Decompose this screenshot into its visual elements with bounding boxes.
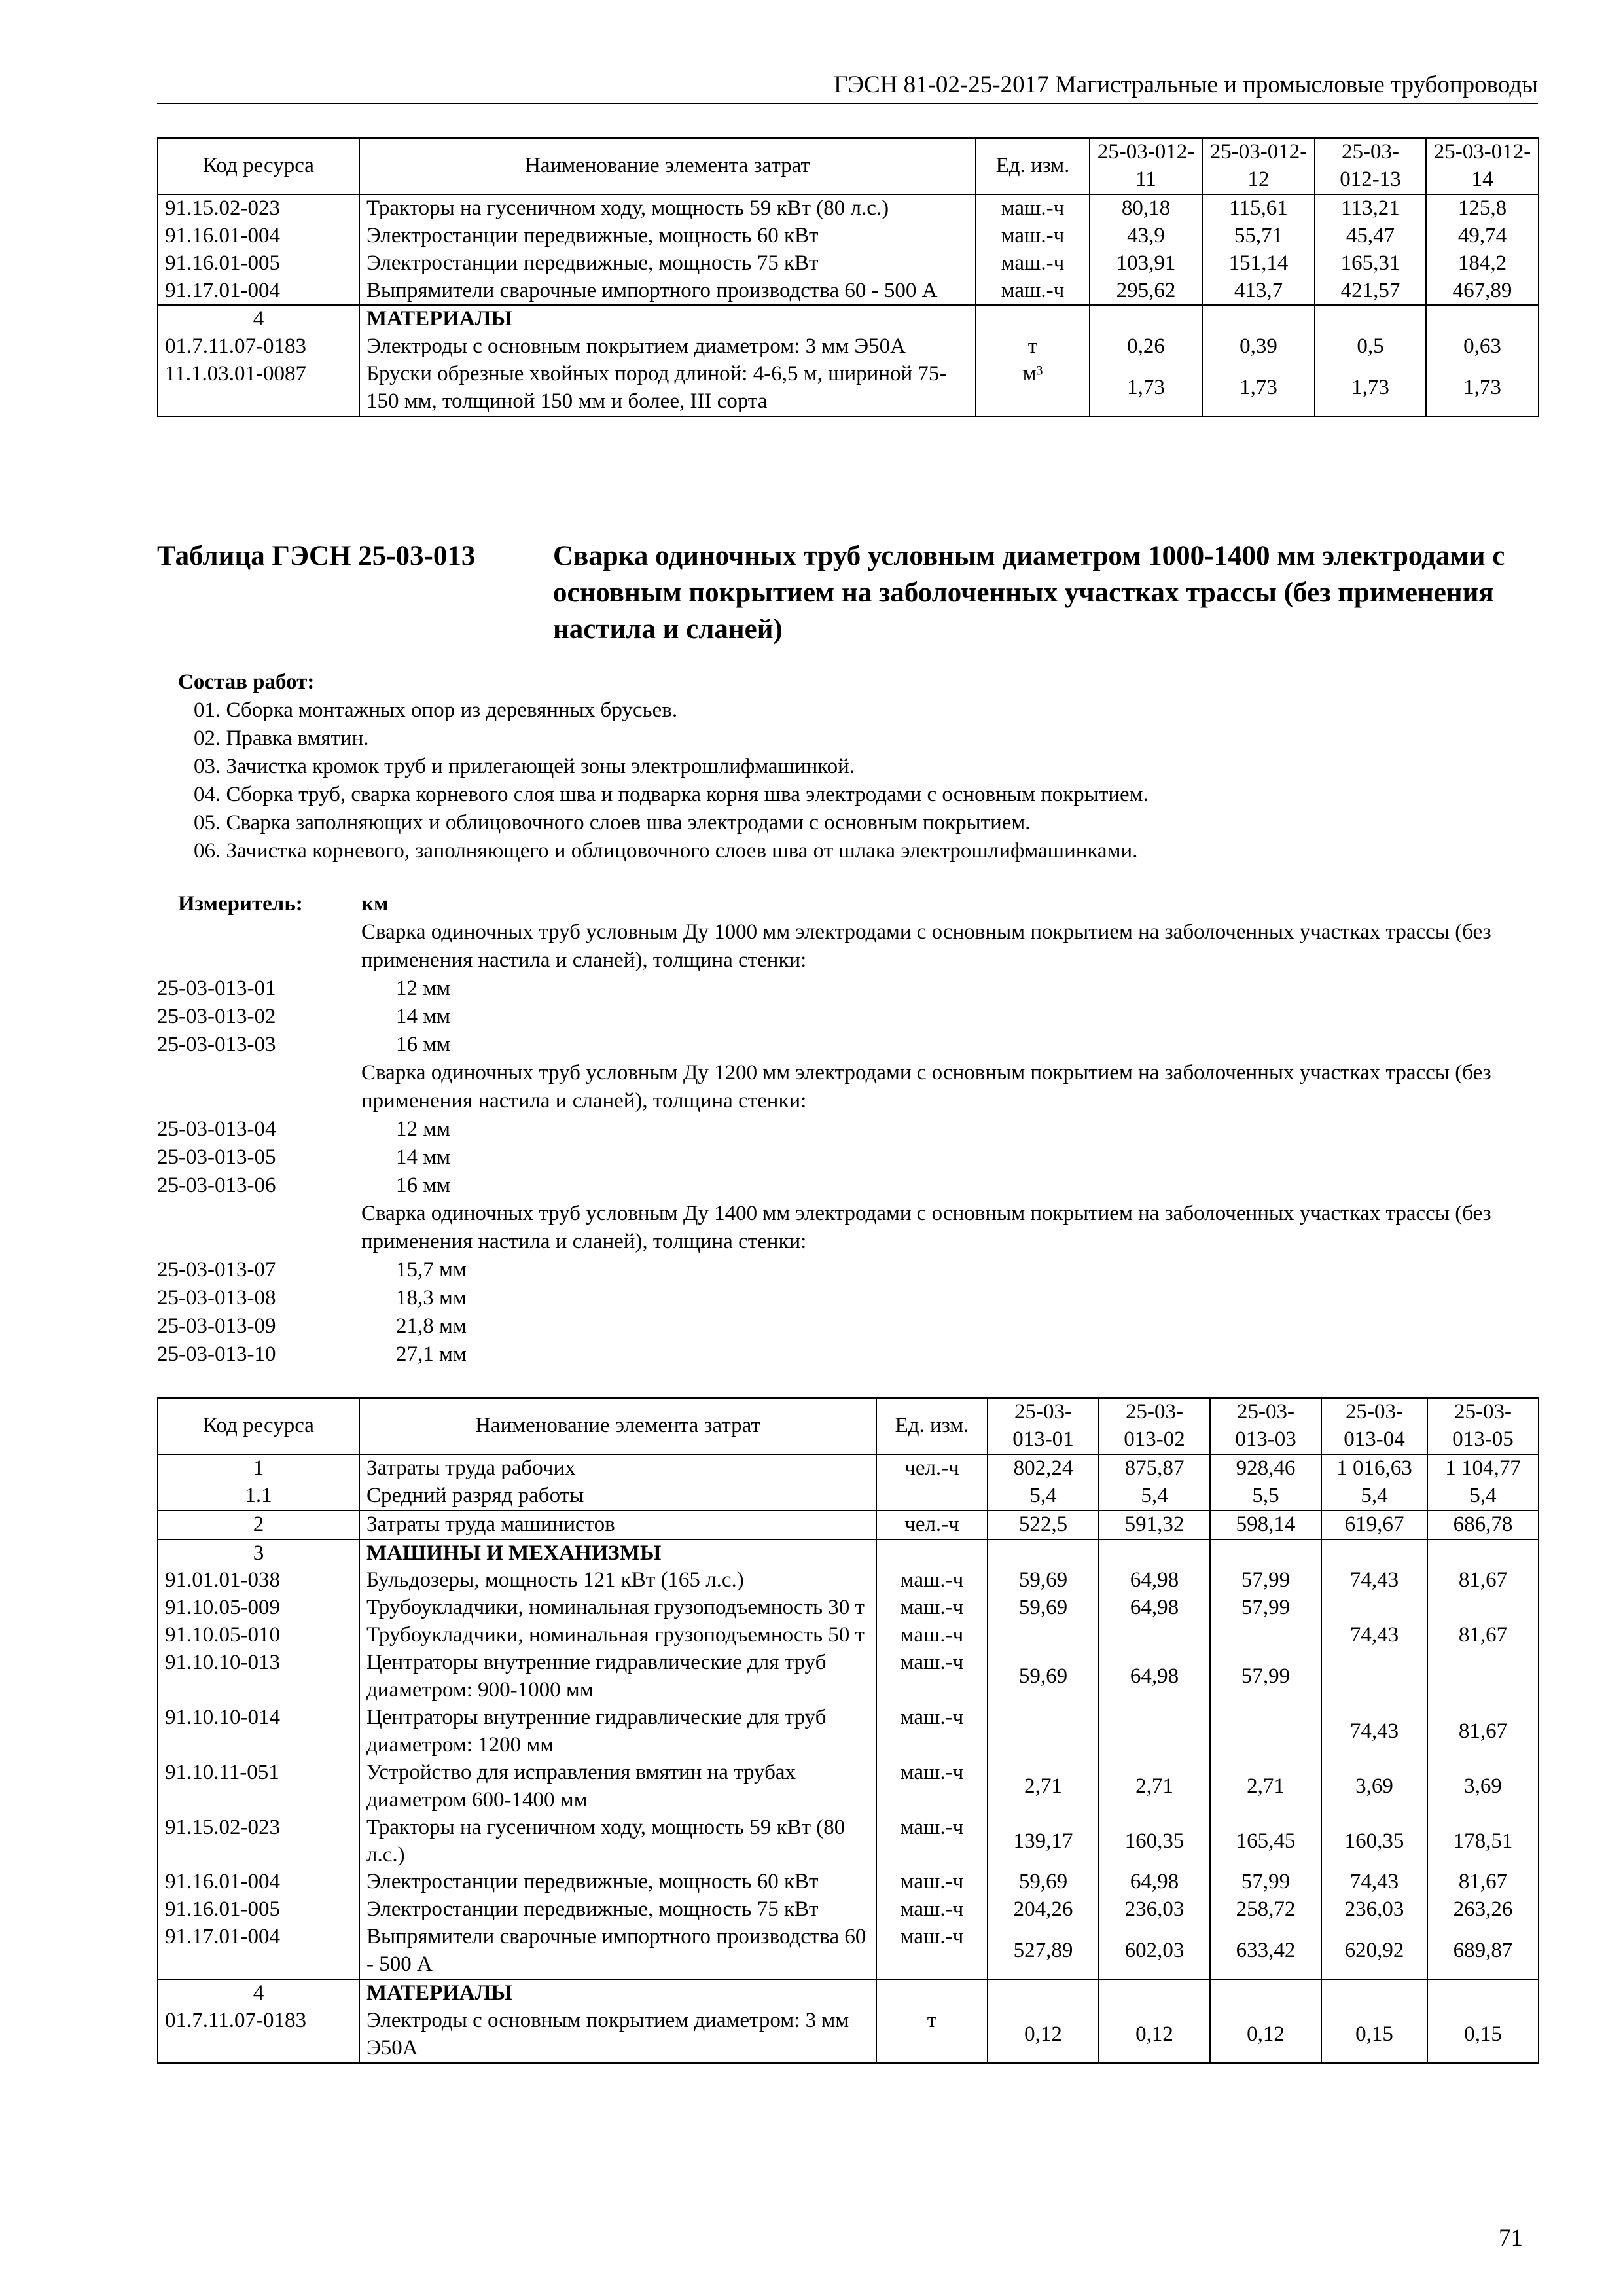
table-row xyxy=(158,1896,1539,1924)
table-row xyxy=(158,2007,1539,2063)
column-header: 25-03-012-13 xyxy=(1315,138,1426,194)
norm-value: 0,15 xyxy=(1321,2007,1427,2063)
wall-thickness: 16 мм xyxy=(396,1174,451,1197)
resource-code: 3 xyxy=(158,1539,359,1568)
cost-item-name: Центраторы внутренние гидравлические для труб диаметром: 900-1000 мм xyxy=(359,1649,876,1704)
norm-value: 125,8 xyxy=(1426,194,1539,223)
table-row xyxy=(158,1539,1539,1568)
unit-of-measure xyxy=(976,305,1090,333)
norm-code: 25-03-013-03 xyxy=(157,1033,276,1056)
norm-value: 113,21 xyxy=(1315,194,1426,223)
norm-value: 160,35 xyxy=(1099,1814,1210,1869)
unit-of-measure xyxy=(876,1539,988,1568)
table-header-row xyxy=(158,138,1539,194)
norm-code: 25-03-013-10 xyxy=(157,1342,276,1366)
norm-value: 5,4 xyxy=(1321,1482,1427,1511)
norm-value: 59,69 xyxy=(988,1567,1099,1594)
norm-value: 64,98 xyxy=(1099,1869,1210,1896)
table-row xyxy=(158,1511,1539,1539)
norm-value xyxy=(1321,1979,1427,2007)
table-row xyxy=(158,278,1539,306)
norm-value xyxy=(1090,305,1202,333)
norm-value: 0,5 xyxy=(1315,333,1426,361)
meter-description: Сварка одиночных труб условным Ду 1400 мм электродами с основным покрытием на заболоченных участках трассы (без применения настила и сланей), толщина стенки: xyxy=(361,1202,1491,1253)
norm-code-row xyxy=(157,975,1538,1003)
norm-value: 0,12 xyxy=(1210,2007,1321,2063)
cost-table-continued xyxy=(157,137,1539,417)
unit-of-measure: чел.-ч xyxy=(876,1511,988,1539)
page-header: ГЭСН 81-02-25-2017 Магистральные и промысловые трубопроводы xyxy=(157,71,1538,104)
norm-value: 1,73 xyxy=(1426,361,1539,416)
wall-thickness: 14 мм xyxy=(396,1005,451,1028)
resource-code: 01.7.11.07-0183 xyxy=(158,2007,359,2063)
norm-value: 204,26 xyxy=(988,1896,1099,1924)
norm-code-row xyxy=(157,1003,1538,1031)
cost-item-name: МАТЕРИАЛЫ xyxy=(359,305,976,333)
wall-thickness: 16 мм xyxy=(396,1033,451,1056)
norm-code-row xyxy=(157,1256,1538,1284)
norm-value: 1,73 xyxy=(1202,361,1315,416)
norm-value: 178,51 xyxy=(1427,1814,1539,1869)
norm-value: 74,43 xyxy=(1321,1704,1427,1759)
column-header: 25-03-013-05 xyxy=(1427,1398,1539,1454)
norm-value: 602,03 xyxy=(1099,1924,1210,1979)
column-header: 25-03-012-14 xyxy=(1426,138,1539,194)
column-header: 25-03-012-11 xyxy=(1090,138,1202,194)
resource-code: 2 xyxy=(158,1511,359,1539)
cost-table xyxy=(157,1397,1539,2064)
cost-item-name: Электростанции передвижные, мощность 60 кВт xyxy=(359,1869,876,1896)
norm-code: 25-03-013-06 xyxy=(157,1174,276,1197)
norm-value xyxy=(1210,1622,1321,1649)
norm-value: 522,5 xyxy=(988,1511,1099,1539)
norm-value xyxy=(1321,1539,1427,1568)
table-row xyxy=(158,1594,1539,1622)
unit-of-measure: маш.-ч xyxy=(876,1814,988,1869)
meter-row xyxy=(157,890,1538,918)
norm-value: 5,4 xyxy=(1427,1482,1539,1511)
norm-value: 74,43 xyxy=(1321,1567,1427,1594)
work-composition-title: Состав работ: xyxy=(178,670,315,694)
wall-thickness: 12 мм xyxy=(396,977,451,1000)
table-caption: Сварка одиночных труб условным диаметром 1000-1400 мм электродами с основным покрытием на заболоченных участках трассы (без применения настила и сланей) xyxy=(553,541,1505,645)
norm-value xyxy=(1099,1704,1210,1759)
table-row xyxy=(158,333,1539,361)
meter-section xyxy=(157,890,1538,1369)
work-items xyxy=(178,696,1539,865)
unit-of-measure: маш.-ч xyxy=(876,1759,988,1814)
table-row xyxy=(158,305,1539,333)
norm-value: 620,92 xyxy=(1321,1924,1427,1979)
cost-item-name: МАТЕРИАЛЫ xyxy=(359,1979,876,2007)
wall-thickness: 12 мм xyxy=(396,1117,451,1141)
column-header: Наименование элемента затрат xyxy=(359,138,976,194)
resource-code: 91.16.01-005 xyxy=(158,250,359,278)
norm-value: 0,26 xyxy=(1090,333,1202,361)
cost-item-name: Электростанции передвижные, мощность 75 кВт xyxy=(359,1896,876,1924)
column-header: Наименование элемента затрат xyxy=(359,1398,876,1454)
wall-thickness: 14 мм xyxy=(396,1145,451,1169)
cost-item-name: Центраторы внутренние гидравлические для труб диаметром: 1200 мм xyxy=(359,1704,876,1759)
unit-of-measure: маш.-ч xyxy=(876,1704,988,1759)
table-row xyxy=(158,1704,1539,1759)
norm-value: 421,57 xyxy=(1315,278,1426,306)
unit-of-measure: маш.-ч xyxy=(976,278,1090,306)
norm-value: 3,69 xyxy=(1321,1759,1427,1814)
norm-value: 2,71 xyxy=(1210,1759,1321,1814)
norm-value: 802,24 xyxy=(988,1454,1099,1482)
table-row xyxy=(158,1979,1539,2007)
work-item: 02. Правка вмятин. xyxy=(194,726,369,750)
norm-value: 0,63 xyxy=(1426,333,1539,361)
norm-value xyxy=(988,1622,1099,1649)
norm-code: 25-03-013-09 xyxy=(157,1314,276,1338)
norm-value: 64,98 xyxy=(1099,1649,1210,1704)
work-item: 01. Сборка монтажных опор из деревянных брусьев. xyxy=(194,698,678,722)
unit-of-measure: маш.-ч xyxy=(976,194,1090,223)
norm-value xyxy=(1321,1594,1427,1622)
column-header: 25-03-013-03 xyxy=(1210,1398,1321,1454)
table-row xyxy=(158,1454,1539,1482)
column-header: Код ресурса xyxy=(158,138,359,194)
norm-value: 689,87 xyxy=(1427,1924,1539,1979)
norm-value xyxy=(1427,1594,1539,1622)
table-code: Таблица ГЭСН 25-03-013 xyxy=(157,541,476,571)
norm-value: 0,39 xyxy=(1202,333,1315,361)
norm-value: 64,98 xyxy=(1099,1567,1210,1594)
unit-of-measure xyxy=(876,1979,988,2007)
norm-value: 467,89 xyxy=(1426,278,1539,306)
norm-code: 25-03-013-01 xyxy=(157,977,276,1000)
cost-item-name: Затраты труда машинистов xyxy=(359,1511,876,1539)
norm-value: 57,99 xyxy=(1210,1567,1321,1594)
norm-value: 598,14 xyxy=(1210,1511,1321,1539)
cost-item-name: Трубоукладчики, номинальная грузоподъемность 30 т xyxy=(359,1594,876,1622)
norm-value: 59,69 xyxy=(988,1649,1099,1704)
column-header: Ед. изм. xyxy=(876,1398,988,1454)
norm-value: 0,15 xyxy=(1427,2007,1539,2063)
column-header: 25-03-012-12 xyxy=(1202,138,1315,194)
table-row xyxy=(158,250,1539,278)
norm-value: 1 104,77 xyxy=(1427,1454,1539,1482)
norm-value: 74,43 xyxy=(1321,1869,1427,1896)
resource-code: 91.01.01-038 xyxy=(158,1567,359,1594)
unit-of-measure: т xyxy=(876,2007,988,2063)
meter-unit: км xyxy=(361,892,389,916)
resource-code: 4 xyxy=(158,305,359,333)
resource-code: 91.17.01-004 xyxy=(158,1924,359,1979)
norm-code-row xyxy=(157,1143,1538,1172)
cost-item-name: Средний разряд работы xyxy=(359,1482,876,1511)
table-row xyxy=(158,1649,1539,1704)
norm-value: 59,69 xyxy=(988,1869,1099,1896)
norm-value: 928,46 xyxy=(1210,1454,1321,1482)
norm-value: 74,43 xyxy=(1321,1622,1427,1649)
wall-thickness: 21,8 мм xyxy=(396,1314,467,1338)
column-header: Код ресурса xyxy=(158,1398,359,1454)
norm-value: 55,71 xyxy=(1202,223,1315,250)
norm-value: 633,42 xyxy=(1210,1924,1321,1979)
norm-code-row xyxy=(157,1312,1538,1340)
resource-code: 01.7.11.07-0183 xyxy=(158,333,359,361)
meter-label: Измеритель: xyxy=(178,892,303,916)
table-row xyxy=(158,1622,1539,1649)
meter-description: Сварка одиночных труб условным Ду 1200 мм электродами с основным покрытием на заболоченных участках трассы (без применения настила и сланей), толщина стенки: xyxy=(361,1061,1491,1113)
unit-of-measure: маш.-ч xyxy=(876,1567,988,1594)
norm-value: 139,17 xyxy=(988,1814,1099,1869)
norm-value: 184,2 xyxy=(1426,250,1539,278)
norm-value xyxy=(1210,1979,1321,2007)
resource-code: 11.1.03.01-0087 xyxy=(158,361,359,416)
norm-value: 0,12 xyxy=(1099,2007,1210,2063)
norm-value: 57,99 xyxy=(1210,1649,1321,1704)
norm-value: 591,32 xyxy=(1099,1511,1210,1539)
table-row xyxy=(158,194,1539,223)
norm-value xyxy=(1210,1539,1321,1568)
resource-code: 91.15.02-023 xyxy=(158,194,359,223)
resource-code: 91.10.10-014 xyxy=(158,1704,359,1759)
norm-value: 151,14 xyxy=(1202,250,1315,278)
norm-value: 295,62 xyxy=(1090,278,1202,306)
norm-value xyxy=(1427,1649,1539,1704)
norm-value: 5,5 xyxy=(1210,1482,1321,1511)
column-header: 25-03-013-04 xyxy=(1321,1398,1427,1454)
resource-code: 91.10.05-009 xyxy=(158,1594,359,1622)
norm-value xyxy=(1315,305,1426,333)
unit-of-measure xyxy=(876,1482,988,1511)
cost-item-name: Электроды с основным покрытием диаметром: 3 мм Э50А xyxy=(359,333,976,361)
resource-code: 91.10.10-013 xyxy=(158,1649,359,1704)
norm-value xyxy=(1210,1704,1321,1759)
norm-value: 413,7 xyxy=(1202,278,1315,306)
norm-value: 5,4 xyxy=(1099,1482,1210,1511)
cost-item-name: Устройство для исправления вмятин на трубах диаметром 600-1400 мм xyxy=(359,1759,876,1814)
unit-of-measure: маш.-ч xyxy=(876,1594,988,1622)
work-item: 04. Сборка труб, сварка корневого слоя шва и подварка корня шва электродами с основным покрытием. xyxy=(194,783,1149,806)
unit-of-measure: м³ xyxy=(976,361,1090,416)
norm-code-row xyxy=(157,1031,1538,1059)
norm-code: 25-03-013-02 xyxy=(157,1005,276,1028)
norm-value: 57,99 xyxy=(1210,1594,1321,1622)
resource-code: 91.15.02-023 xyxy=(158,1814,359,1869)
unit-of-measure: т xyxy=(976,333,1090,361)
norm-value: 80,18 xyxy=(1090,194,1202,223)
norm-code: 25-03-013-04 xyxy=(157,1117,276,1141)
table-row xyxy=(158,1924,1539,1979)
norm-value: 45,47 xyxy=(1315,223,1426,250)
norm-value: 686,78 xyxy=(1427,1511,1539,1539)
resource-code: 91.16.01-004 xyxy=(158,1869,359,1896)
work-item: 06. Зачистка корневого, заполняющего и облицовочного слоев шва от шлака электрошлифмашинками. xyxy=(194,839,1138,863)
norm-value xyxy=(988,1979,1099,2007)
norm-value: 64,98 xyxy=(1099,1594,1210,1622)
norm-code-row xyxy=(157,1340,1538,1369)
norm-value: 103,91 xyxy=(1090,250,1202,278)
norm-value: 2,71 xyxy=(988,1759,1099,1814)
resource-code: 91.16.01-005 xyxy=(158,1896,359,1924)
unit-of-measure: маш.-ч xyxy=(876,1622,988,1649)
cost-item-name: Тракторы на гусеничном ходу, мощность 59 кВт (80 л.с.) xyxy=(359,1814,876,1869)
norm-value xyxy=(1427,1979,1539,2007)
work-item: 05. Сварка заполняющих и облицовочного слоев шва электродами с основным покрытием. xyxy=(194,811,1031,834)
norm-value: 236,03 xyxy=(1099,1896,1210,1924)
norm-value xyxy=(1202,305,1315,333)
cost-item-name: Электростанции передвижные, мощность 75 кВт xyxy=(359,250,976,278)
page-number: 71 xyxy=(1499,2225,1523,2251)
table-row xyxy=(158,223,1539,250)
norm-code-row xyxy=(157,1172,1538,1200)
norm-value: 165,45 xyxy=(1210,1814,1321,1869)
wall-thickness: 18,3 мм xyxy=(396,1286,467,1310)
norm-value: 2,71 xyxy=(1099,1759,1210,1814)
work-item: 03. Зачистка кромок труб и прилегающей зоны электрошлифмашинкой. xyxy=(194,755,855,778)
norm-value: 49,74 xyxy=(1426,223,1539,250)
norm-value: 3,69 xyxy=(1427,1759,1539,1814)
resource-code: 1.1 xyxy=(158,1482,359,1511)
norm-value: 1 016,63 xyxy=(1321,1454,1427,1482)
norm-code: 25-03-013-05 xyxy=(157,1145,276,1169)
norm-value xyxy=(1099,1539,1210,1568)
unit-of-measure: маш.-ч xyxy=(876,1924,988,1979)
norm-value: 236,03 xyxy=(1321,1896,1427,1924)
table-row xyxy=(158,1869,1539,1896)
norm-value: 81,67 xyxy=(1427,1704,1539,1759)
column-header: 25-03-013-01 xyxy=(988,1398,1099,1454)
resource-code: 91.10.11-051 xyxy=(158,1759,359,1814)
norm-value xyxy=(1426,305,1539,333)
cost-item-name: Бруски обрезные хвойных пород длиной: 4-6,5 м, шириной 75-150 мм, толщиной 150 мм и более, III сорта xyxy=(359,361,976,416)
norm-value xyxy=(1321,1649,1427,1704)
norm-value: 160,35 xyxy=(1321,1814,1427,1869)
unit-of-measure: чел.-ч xyxy=(876,1454,988,1482)
cost-item-name: Трубоукладчики, номинальная грузоподъемность 50 т xyxy=(359,1622,876,1649)
norm-value: 263,26 xyxy=(1427,1896,1539,1924)
cost-item-name: Выпрямители сварочные импортного производства 60 - 500 А xyxy=(359,278,976,306)
resource-code: 91.10.05-010 xyxy=(158,1622,359,1649)
column-header: Ед. изм. xyxy=(976,138,1090,194)
resource-code: 91.17.01-004 xyxy=(158,278,359,306)
norm-value: 5,4 xyxy=(988,1482,1099,1511)
norm-value: 619,67 xyxy=(1321,1511,1427,1539)
norm-value: 81,67 xyxy=(1427,1567,1539,1594)
norm-value: 258,72 xyxy=(1210,1896,1321,1924)
norm-value: 81,67 xyxy=(1427,1869,1539,1896)
norm-value xyxy=(1099,1622,1210,1649)
norm-value: 875,87 xyxy=(1099,1454,1210,1482)
cost-item-name: МАШИНЫ И МЕХАНИЗМЫ xyxy=(359,1539,876,1568)
meter-description: Сварка одиночных труб условным Ду 1000 мм электродами с основным покрытием на заболоченных участках трассы (без применения настила и сланей), толщина стенки: xyxy=(361,920,1491,972)
norm-value xyxy=(988,1704,1099,1759)
unit-of-measure: маш.-ч xyxy=(876,1869,988,1896)
norm-value: 43,9 xyxy=(1090,223,1202,250)
wall-thickness: 15,7 мм xyxy=(396,1258,467,1282)
norm-value: 59,69 xyxy=(988,1594,1099,1622)
unit-of-measure: маш.-ч xyxy=(976,223,1090,250)
norm-value: 165,31 xyxy=(1315,250,1426,278)
norm-value xyxy=(1099,1979,1210,2007)
norm-code: 25-03-013-07 xyxy=(157,1258,276,1282)
cost-item-name: Электроды с основным покрытием диаметром: 3 мм Э50А xyxy=(359,2007,876,2063)
table-row xyxy=(158,1814,1539,1869)
norm-value xyxy=(1427,1539,1539,1568)
resource-code: 4 xyxy=(158,1979,359,2007)
table-row xyxy=(158,361,1539,416)
norm-value: 0,12 xyxy=(988,2007,1099,2063)
table-row xyxy=(158,1482,1539,1511)
table-row xyxy=(158,1567,1539,1594)
cost-item-name: Тракторы на гусеничном ходу, мощность 59 кВт (80 л.с.) xyxy=(359,194,976,223)
norm-value: 1,73 xyxy=(1315,361,1426,416)
cost-item-name: Выпрямители сварочные импортного производства 60 - 500 А xyxy=(359,1924,876,1979)
norm-value: 1,73 xyxy=(1090,361,1202,416)
unit-of-measure: маш.-ч xyxy=(876,1649,988,1704)
norm-value: 527,89 xyxy=(988,1924,1099,1979)
table-row xyxy=(158,1759,1539,1814)
cost-item-name: Бульдозеры, мощность 121 кВт (165 л.с.) xyxy=(359,1567,876,1594)
norm-value: 57,99 xyxy=(1210,1869,1321,1896)
norm-value xyxy=(988,1539,1099,1568)
norm-value: 81,67 xyxy=(1427,1622,1539,1649)
wall-thickness: 27,1 мм xyxy=(396,1342,467,1366)
unit-of-measure: маш.-ч xyxy=(876,1896,988,1924)
norm-code: 25-03-013-08 xyxy=(157,1286,276,1310)
unit-of-measure: маш.-ч xyxy=(976,250,1090,278)
table-header-row xyxy=(158,1398,1539,1454)
cost-item-name: Электростанции передвижные, мощность 60 кВт xyxy=(359,223,976,250)
resource-code: 1 xyxy=(158,1454,359,1482)
column-header: 25-03-013-02 xyxy=(1099,1398,1210,1454)
norm-code-row xyxy=(157,1115,1538,1143)
norm-value: 115,61 xyxy=(1202,194,1315,223)
resource-code: 91.16.01-004 xyxy=(158,223,359,250)
norm-code-row xyxy=(157,1284,1538,1312)
work-composition xyxy=(178,668,1539,865)
cost-item-name: Затраты труда рабочих xyxy=(359,1454,876,1482)
